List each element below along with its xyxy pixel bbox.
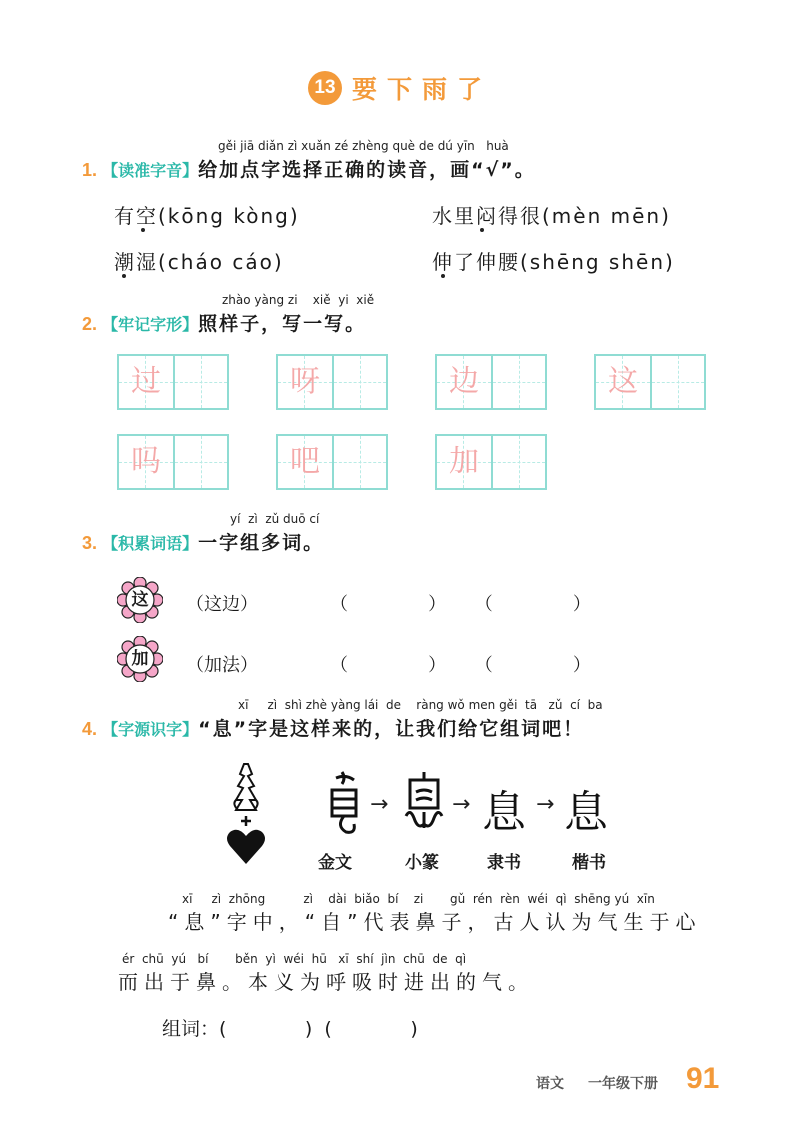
q1-pinyin: gěi jiā diǎn zì xuǎn zé zhèng què de dú yīn huà xyxy=(218,139,509,153)
q1-item-options: (cháo cáo) xyxy=(158,250,284,274)
page-title xyxy=(0,70,800,114)
q1-item-word: 有空 xyxy=(114,204,158,228)
writing-grid-1[interactable] xyxy=(117,354,229,410)
flower-icon xyxy=(117,636,163,682)
lesson-title: 要下雨了 xyxy=(351,75,492,104)
q1-instruction: 给加点字选择正确的读音，画“√”。 xyxy=(198,159,536,181)
q1-item-word: 伸了伸腰 xyxy=(432,250,520,274)
blank-writing-cell[interactable] xyxy=(173,356,227,408)
q3-tag: 【积累词语】 xyxy=(102,534,199,553)
label-xiaozhuan: 小篆 xyxy=(405,853,439,873)
trace-char: 吧 xyxy=(290,444,320,479)
trace-char: 过 xyxy=(131,364,161,399)
glyph-xiaozhuan xyxy=(400,768,450,844)
label-lishu: 隶书 xyxy=(487,853,521,873)
q2-instruction: 照样子，写一写。 xyxy=(198,313,367,335)
q1-header xyxy=(82,155,536,182)
word-answer-blanks[interactable]: 组词：( ) ( ) xyxy=(162,1018,418,1040)
q1-item-word: 水里闷得很 xyxy=(432,204,542,228)
writing-grid-2[interactable] xyxy=(276,354,388,410)
emphasis-dot xyxy=(122,274,126,278)
blank-writing-cell[interactable] xyxy=(491,436,545,488)
trace-char: 加 xyxy=(449,444,479,479)
para-line2: 而出于鼻。本义为呼吸时进出的气。 xyxy=(118,970,534,994)
nose-heart-pictogram xyxy=(222,760,270,872)
blank-writing-cell[interactable] xyxy=(332,436,386,488)
writing-grid-5[interactable] xyxy=(117,434,229,490)
q3-pinyin: yí zì zǔ duō cí xyxy=(230,512,320,526)
q4-instruction: “息”字是这样来的，让我们给它组词吧！ xyxy=(198,718,585,740)
arrow-right-icon: → xyxy=(452,792,471,817)
trace-char: 呀 xyxy=(290,364,320,399)
label-kaishu: 楷书 xyxy=(572,853,606,873)
q1-item-1[interactable] xyxy=(114,200,300,229)
q2-tag: 【牢记字形】 xyxy=(102,315,199,334)
blank-writing-cell[interactable] xyxy=(491,356,545,408)
q3-number: 3. xyxy=(82,533,98,553)
q1-item-4[interactable] xyxy=(432,246,675,275)
para-line1: “息”字中，“自”代表鼻子，古人认为气生于心 xyxy=(168,910,702,934)
blank-writing-cell[interactable] xyxy=(173,436,227,488)
glyph-lishu: 息 xyxy=(482,787,526,838)
glyph-jinwen xyxy=(320,768,370,844)
flower-icon xyxy=(117,577,163,623)
q3-instruction: 一字组多词。 xyxy=(198,532,325,554)
q4-pinyin: xī zì shì zhè yàng lái de ràng wǒ men gěi tā zǔ cí ba xyxy=(238,698,603,712)
glyph-kaishu: 息 xyxy=(564,787,608,838)
trace-char: 吗 xyxy=(131,444,161,479)
q1-tag: 【读准字音】 xyxy=(102,161,199,180)
emphasis-dot xyxy=(141,228,145,232)
q3-example-2: （加法） xyxy=(186,655,258,676)
para-line1-pinyin: xī zì zhōng zì dài biǎo bí zi gǔ rén rèn wéi qì shēng yú xīn xyxy=(182,892,655,906)
q2-pinyin: zhào yàng zi xiě yi xiě xyxy=(222,293,375,307)
q3-blanks-2[interactable]: （ ） （ ） xyxy=(330,655,591,676)
q1-item-3[interactable] xyxy=(114,246,284,275)
flower-char: 这 xyxy=(131,590,149,610)
q2-header xyxy=(82,309,366,336)
q4-number: 4. xyxy=(82,719,98,739)
q1-item-word: 潮湿 xyxy=(114,250,158,274)
q3-blanks-1[interactable]: （ ） （ ） xyxy=(330,594,591,615)
footer-grade: 一年级下册 xyxy=(588,1076,658,1092)
emphasis-dot xyxy=(480,228,484,232)
footer-subject: 语文 xyxy=(536,1076,564,1092)
q1-item-options: (kōng kòng) xyxy=(158,204,300,228)
writing-grid-3[interactable] xyxy=(435,354,547,410)
page-number: 91 xyxy=(686,1062,720,1095)
trace-char: 边 xyxy=(449,364,479,399)
q4-tag: 【字源识字】 xyxy=(102,720,199,739)
para-line2-pinyin: ér chū yú bí běn yì wéi hū xī shí jìn chū de qì xyxy=(122,952,467,966)
label-jinwen: 金文 xyxy=(318,853,352,873)
blank-writing-cell[interactable] xyxy=(650,356,704,408)
arrow-right-icon: → xyxy=(370,792,389,817)
trace-char: 这 xyxy=(608,364,638,399)
writing-grid-4[interactable] xyxy=(594,354,706,410)
q4-header xyxy=(82,714,584,741)
arrow-right-icon: → xyxy=(536,792,555,817)
flower-char: 加 xyxy=(131,649,149,669)
blank-writing-cell[interactable] xyxy=(332,356,386,408)
writing-grid-7[interactable] xyxy=(435,434,547,490)
lesson-number-badge: 13 xyxy=(308,71,342,105)
q3-example-1: （这边） xyxy=(186,594,258,615)
q3-header xyxy=(82,528,324,555)
q1-number: 1. xyxy=(82,160,98,180)
emphasis-dot xyxy=(441,274,445,278)
q1-item-options: (shēng shēn) xyxy=(520,250,675,274)
q1-item-2[interactable] xyxy=(432,200,671,229)
q2-number: 2. xyxy=(82,314,98,334)
writing-grid-6[interactable] xyxy=(276,434,388,490)
q1-item-options: (mèn mēn) xyxy=(542,204,671,228)
